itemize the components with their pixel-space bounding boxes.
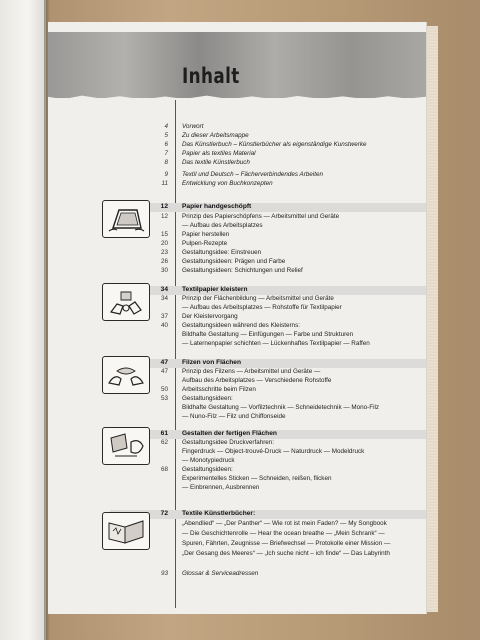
toc-entry: 26 Gestaltungsideen: Prägen und Farbe xyxy=(160,258,286,265)
section-title: 47 Filzen von Flächen xyxy=(160,359,241,366)
toc-entry: — Die Geschichtenrolle — Hear the ocean breathe — „Mein Schrank“ — xyxy=(182,530,385,537)
contents-page xyxy=(48,22,426,614)
toc-entry: 62 Gestaltungsidee Druckverfahren: xyxy=(160,439,275,446)
toc-entry: 15 Papier herstellen xyxy=(160,231,230,238)
toc-entry-glossary: 93 Glossar & Serviceadressen xyxy=(160,570,259,577)
toc-entry: — Aufbau des Arbeitsplatzes — Rohstoffe für Textilpapier xyxy=(182,304,342,311)
toc-entry: 37 Der Kleistervorgang xyxy=(160,313,238,320)
torn-edge xyxy=(48,92,426,98)
toc-entry: Bildhafte Gestaltung — Einfügungen — Farbe und Strukturen xyxy=(182,331,354,338)
toc-entry: — Aufbau des Arbeitsplatzes xyxy=(182,222,263,229)
toc-entry: 34 Prinzip der Flächenbildung — Arbeitsmittel und Geräte xyxy=(160,295,334,302)
toc-entry: 4 Vorwort xyxy=(164,123,204,130)
left-page xyxy=(0,0,46,640)
toc-entry: 11 Entwicklung von Buchkonzepten xyxy=(161,180,273,187)
toc-entry: 30 Gestaltungsideen: Schichtungen und Relief xyxy=(160,267,303,274)
toc-entry: Bildhafte Gestaltung — Vorfilztechnik — Schneidetechnik — Mono-Filz xyxy=(182,404,380,411)
toc-entry: 12 Prinzip des Papierschöpfens — Arbeitsmittel und Geräte xyxy=(160,213,340,220)
toc-entry: 6 Das Künstlerbuch – Künstlerbücher als eigenständige Kunstwerke xyxy=(164,141,367,148)
page-title: Inhalt xyxy=(182,64,240,88)
toc-entry: „Abendlied“ — „Der Panther“ — Wie rot ist mein Faden? — My Songbook xyxy=(182,520,387,527)
toc-entry: 53 Gestaltungsideen: xyxy=(160,395,233,402)
toc-entry: 7 Papier als textiles Material xyxy=(164,150,256,157)
page-edge xyxy=(424,26,438,612)
toc-entry: 9 Textil und Deutsch – Fächerverbindendes Arbeiten xyxy=(164,171,323,178)
toc-entry: 5 Zu dieser Arbeitsmappe xyxy=(164,132,249,139)
toc-entry: 20 Pulpen-Rezepte xyxy=(160,240,228,247)
toc-entry: Spuren, Fährten, Zeugnisse — Briefwechsel — Protokolle einer Mission — xyxy=(182,540,391,547)
toc-entry: — Laternenpapier schichten — Lückenhaftes Textilpapier — Raffen xyxy=(182,340,370,347)
section-title: 34 Textilpapier kleistern xyxy=(160,286,248,293)
toc-entry: 40 Gestaltungsideen während des Kleisterns: xyxy=(160,322,300,329)
toc-entry: 50 Arbeitsschritte beim Filzen xyxy=(160,386,256,393)
section-title: 12 Papier handgeschöpft xyxy=(160,203,252,210)
toc-entry: — Nuno-Filz — Filz und Chiffonseide xyxy=(182,413,286,420)
section-title: 61 Gestalten der fertigen Flächen xyxy=(160,430,277,437)
toc-entry: — Einbrennen, Ausbrennen xyxy=(182,484,260,491)
toc-entry: 47 Prinzip des Filzens — Arbeitsmittel und Geräte — xyxy=(160,368,321,375)
toc-entry: 68 Gestaltungsideen: xyxy=(160,466,233,473)
toc-entry: „Der Gesang des Meeres“ — „Ich suche nicht – ich finde“ — Das Labyrinth xyxy=(182,550,390,557)
toc-entry: Aufbau des Arbeitsplatzes — Verschiedene Rohstoffe xyxy=(182,377,332,384)
toc-entry: Experimentelles Sticken — Schneiden, reißen, flicken xyxy=(182,475,332,482)
toc-entry: Fingerdruck — Object-trouvé-Druck — Naturdruck — Modeldruck xyxy=(182,448,365,455)
toc-entry: 23 Gestaltungsidee: Einstreuen xyxy=(160,249,262,256)
toc-entry: — Monotypiedruck xyxy=(182,457,235,464)
toc-entry: 8 Das textile Künstlerbuch xyxy=(164,159,250,166)
section-title: 72 Textile Künstlerbücher: xyxy=(160,510,256,517)
